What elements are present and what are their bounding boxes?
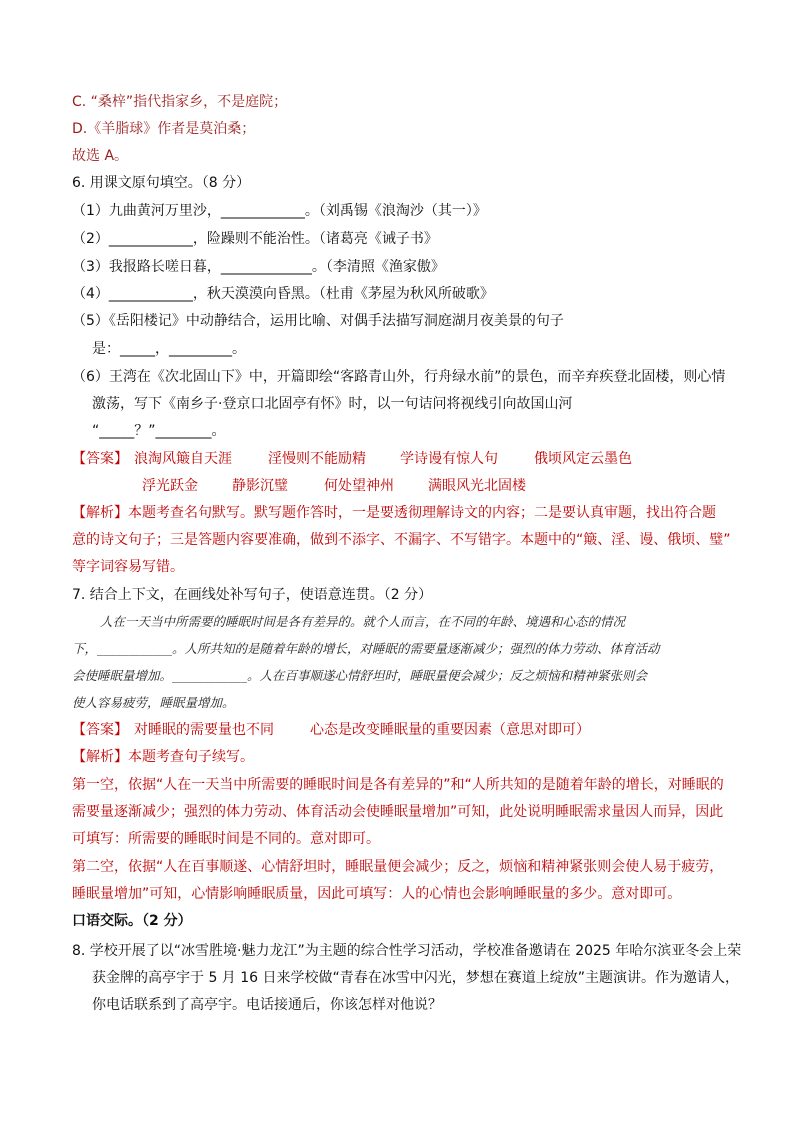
answer-item: 学诗谩有惊人句 xyxy=(400,451,498,467)
analysis-text: 本题考查句子续写。 xyxy=(128,749,254,765)
q6-analysis-line-2: 意的诗文句子；三是答题内容要准确，做到不添字、不漏字、不写错字。本题中的“簸、淫、谩、俄顷、璧” xyxy=(72,532,731,548)
option-c-explanation: C. “桑梓”指代指家乡，不是庭院； xyxy=(72,94,288,110)
q6-item-1: （1）九曲黄河万里沙，____________。（刘禹锡《浪淘沙（其一）》 xyxy=(72,203,487,219)
q6-item-5-blanks: 是：_____，_________。 xyxy=(92,341,246,357)
answer-item: 静影沉璧 xyxy=(232,478,288,494)
q6-analysis-line-3: 等字词容易写错。 xyxy=(72,559,184,575)
q7-title: 7. 结合上下文，在画线处补写句子，使语意连贯。（2 分） xyxy=(72,587,433,603)
answer-label: 【答案】 xyxy=(72,722,128,738)
answer-item: 淫慢则不能励精 xyxy=(268,451,366,467)
q7-analysis-line-4: 第二空，依据“人在百事顺遂、心情舒坦时，睡眠量便会减少；反之，烦恼和精神紧张则会使人易于疲劳， xyxy=(72,859,724,875)
answer-item: 满眼风光北固楼 xyxy=(428,478,526,494)
q8-line-3: 你电话联系到了高亭宇。电话接通后，你该怎样对他说？ xyxy=(92,997,442,1013)
answer-label: 【答案】 xyxy=(72,451,128,467)
q7-analysis-line-3: 可填写：所需要的睡眠时间是不同的。意对即可。 xyxy=(72,831,380,847)
q6-item-5: （5）《岳阳楼记》中动静结合，运用比喻、对偶手法描写洞庭湖月夜美景的句子 xyxy=(72,313,564,329)
q7-answer xyxy=(72,720,590,740)
q6-item-2: （2）____________，险躁则不能治性。（诸葛亮《诫子书》 xyxy=(72,231,438,247)
choose-answer: 故选 A。 xyxy=(72,148,129,164)
q7-passage-line-2: 下，____________。人所共知的是随着年龄的增长，对睡眠的需要量逐渐减少；强烈的体力劳动、体育活动 xyxy=(72,641,660,656)
analysis-text: 本题考查名句默写。默写题作答时，一是要透彻理解诗文的内容；二是要认真审题，找出符合题 xyxy=(128,505,716,521)
q7-analysis-head xyxy=(72,747,254,767)
answer-item: 浪淘风簸自天涯 xyxy=(134,451,232,467)
q8-line-2: 获金牌的高亭宇于 5 月 16 日来学校做“青春在冰雪中闪光，梦想在赛道上绽放”主题演讲。作为邀请人， xyxy=(92,970,740,986)
answer-item: 俄顷风定云墨色 xyxy=(534,451,632,467)
q6-item-6-cont: 激荡，写下《南乡子·登京口北固亭有怀》时，以一句诘问将视线引向故国山河 xyxy=(92,396,573,412)
q7-analysis-line-1: 第一空，依据“人在一天当中所需要的睡眠时间是各有差异的”和“人所共知的是随着年龄的增长，对睡眠的 xyxy=(72,777,724,793)
q6-title: 6. 用课文原句填空。（8 分） xyxy=(72,175,251,191)
q6-item-6-blanks: “_____？”________。 xyxy=(92,423,226,439)
answer-item: 浮光跃金 xyxy=(142,478,198,494)
q7-passage-line-1: 人在一天当中所需要的睡眠时间是各有差异的。就个人而言，在不同的年龄、境遇和心态的情况 xyxy=(100,614,626,629)
answer-item: 何处望神州 xyxy=(324,478,394,494)
q6-analysis-line-1 xyxy=(72,503,716,523)
q7-passage-line-4: 使人容易疲劳，睡眠量增加。 xyxy=(72,695,235,710)
analysis-label: 【解析】 xyxy=(72,749,128,765)
q6-item-4: （4）____________，秋天漠漠向昏黑。（杜甫《茅屋为秋风所破歌》 xyxy=(72,286,494,302)
q7-analysis-line-2: 需要量逐渐减少；强烈的体力劳动、体育活动会使睡眠量增加”可知，此处说明睡眠需求量因人而异，因此 xyxy=(72,804,724,820)
q6-answer-row-1 xyxy=(72,449,632,469)
answer-item: 对睡眠的需要量也不同 xyxy=(134,722,274,738)
analysis-label: 【解析】 xyxy=(72,505,128,521)
q6-item-6: （6）王湾在《次北固山下》中，开篇即绘“客路青山外，行舟绿水前”的景色，而辛弃疾登北固楼，则心情 xyxy=(72,369,726,385)
q7-analysis-line-5: 睡眠量增加”可知，心情影响睡眠质量，因此可填写：人的心情也会影响睡眠量的多少。意对即可。 xyxy=(72,886,682,902)
q6-item-3: （3）我报路长嗟日暮，_____________。（李清照《渔家傲》 xyxy=(72,259,445,275)
q8-line-1: 8. 学校开展了以“冰雪胜境·魅力龙江”为主题的综合性学习活动，学校准备邀请在 2025 年哈尔滨亚冬会上荣 xyxy=(72,943,742,959)
answer-item: 心态是改变睡眠量的重要因素（意思对即可） xyxy=(310,722,590,738)
q7-passage-line-3: 会使睡眠量增加。____________。人在百事顺遂心情舒坦时，睡眠量便会减少；反之烦恼和精神紧张则会 xyxy=(72,668,648,683)
section-oral-heading: 口语交际。（2 分） xyxy=(72,913,192,929)
option-d-explanation: D.《羊脂球》作者是莫泊桑； xyxy=(72,121,256,137)
